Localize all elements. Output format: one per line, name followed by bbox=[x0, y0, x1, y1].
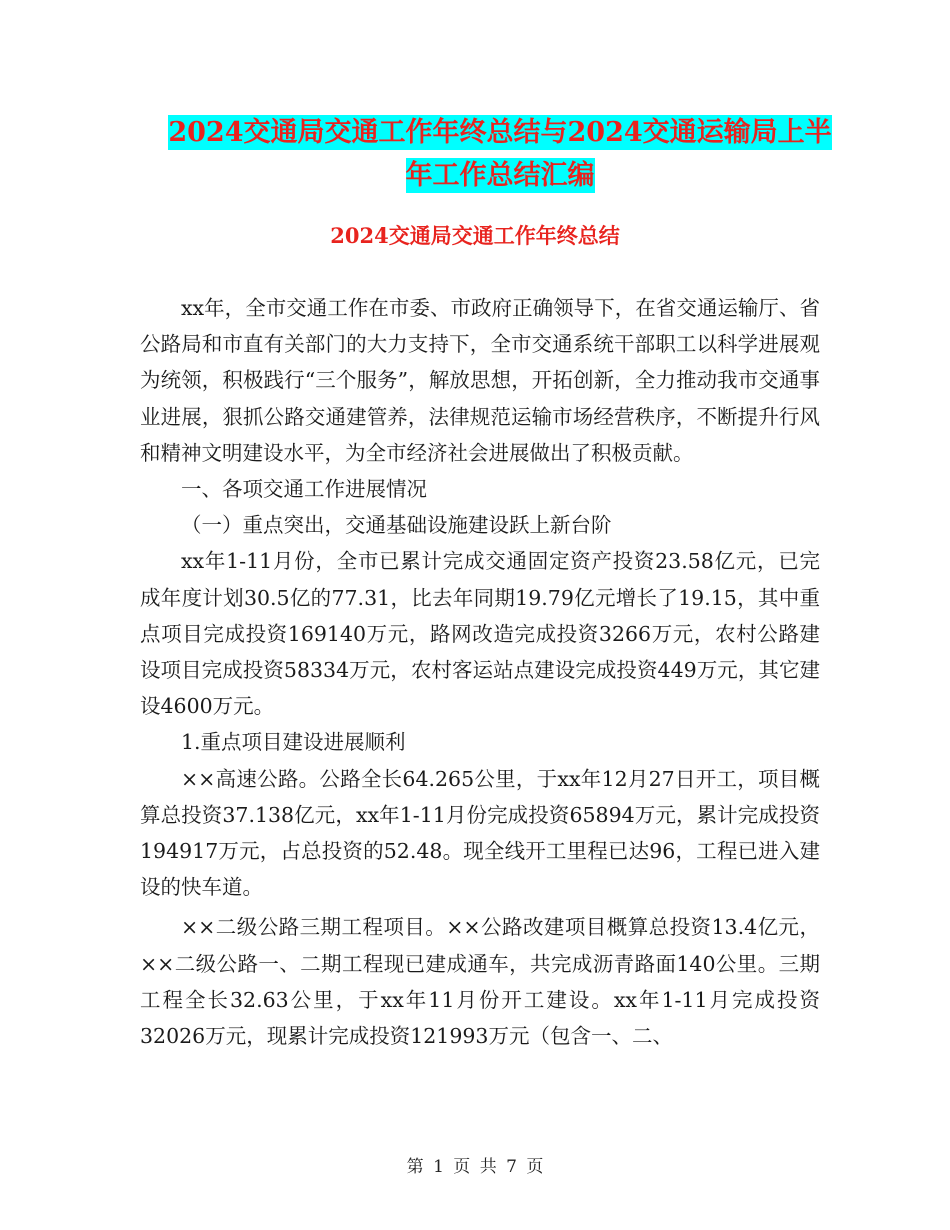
paragraph-intro: xx年，全市交通工作在市委、市政府正确领导下，在省交通运输厅、省公路局和市直有关部门的大力支持下，全市交通系统干部职工以科学进展观为统领，积极践行“三个服务”，解放思想，开拓创新，全力推动我市交通事业进展，狠抓公路交通建管养，法律规范运输市场经营秩序，不断提升行风和精神文明建设水平，为全市经济社会进展做出了积极贡献。 bbox=[140, 296, 820, 465]
document-title-line-1 bbox=[130, 110, 870, 156]
heading-progress: 一、各项交通工作进展情况 bbox=[181, 477, 427, 502]
paragraph-highway: ××高速公路。公路全长64.265公里，于xx年12月27日开工，项目概算总投资37.138亿元，xx年1-11月份完成投资65894万元，累计完成投资194917万元，占总投资的52.48。现全线开工里程已达96，工程已进入建设的快车道。 bbox=[140, 766, 820, 900]
heading-infrastructure: （一）重点突出，交通基础设施建设跃上新台阶 bbox=[181, 513, 612, 538]
title-highlight-1: 2024交通局交通工作年终总结与2024交通运输局上半 bbox=[168, 117, 832, 148]
page-footer: 第 1 页 共 7 页 bbox=[406, 1157, 544, 1177]
heading-key-projects: 1.重点项目建设进展顺利 bbox=[181, 730, 406, 755]
paragraph-second-class-road: ××二级公路三期工程项目。××公路改建项目概算总投资13.4亿元，××二级公路一、二期工程现已建成通车，共完成沥青路面140公里。三期工程全长32.63公里，于xx年11月份开工建设。xx年1-11月完成投资32026万元，现累计完成投资121993万元（包含一、二、 bbox=[140, 915, 820, 1049]
paragraph-investment: xx年1-11月份，全市已累计完成交通固定资产投资23.58亿元，已完成年度计划30.5亿的77.31，比去年同期19.79亿元增长了19.15，其中重点项目完成投资169140万元，路网改造完成投资3266万元，农村公路建设项目完成投资58334万元，农村客运站点建设完成投资449万元，其它建设4600万元。 bbox=[140, 549, 820, 719]
document-body bbox=[140, 290, 820, 1054]
document-title-line-2 bbox=[130, 153, 870, 199]
section-title: 2024交通局交通工作年终总结 bbox=[330, 223, 620, 248]
title-highlight-2: 年工作总结汇编 bbox=[405, 160, 595, 191]
